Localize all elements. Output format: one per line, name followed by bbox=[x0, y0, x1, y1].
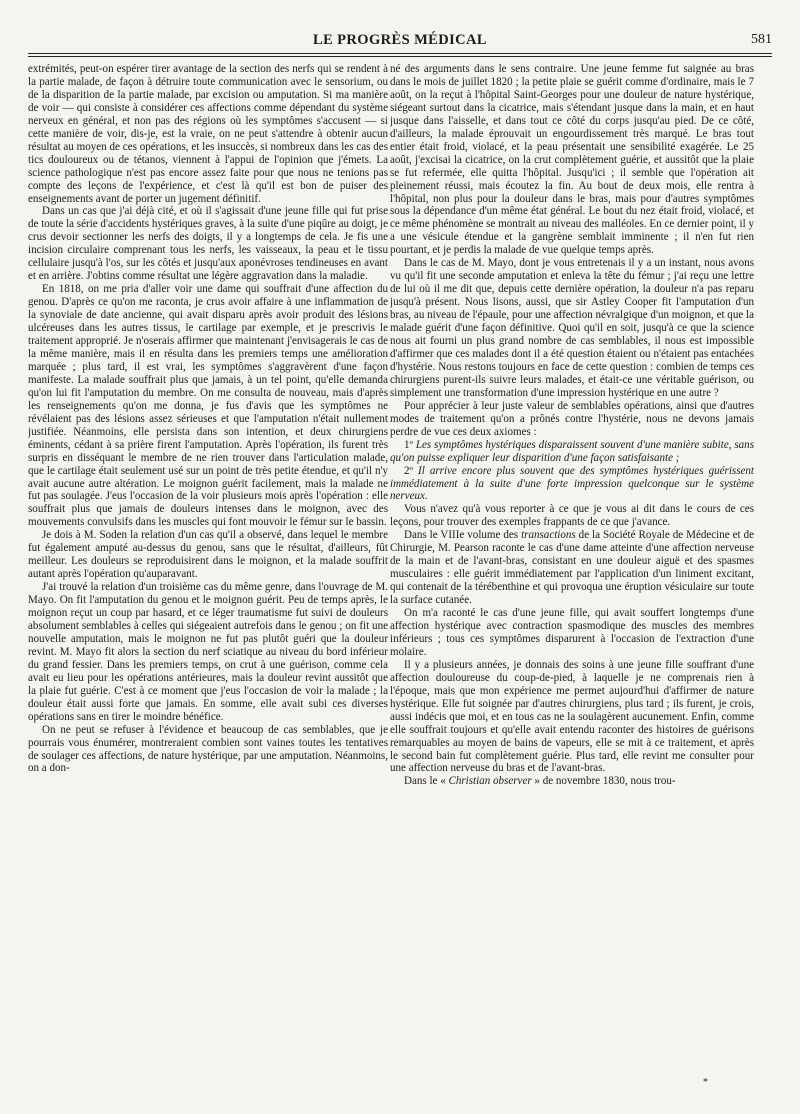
axiom-number: 1º bbox=[404, 438, 416, 451]
axiom-1 bbox=[390, 439, 754, 465]
running-header bbox=[28, 28, 772, 54]
paragraph bbox=[390, 529, 754, 607]
axiom-text: Il arrive encore plus souvent que des symptômes hystériques guérissent immédiatement à la suite d'une forte impression quelconque sur le système nerveux. bbox=[390, 464, 754, 503]
footnote-mark: * bbox=[703, 1077, 708, 1088]
paragraph: On m'a raconté le cas d'une jeune fille, qui avait souffert longtemps d'une affection hystérique avec contraction spasmodique des muscles des membres inférieurs ; tous ces symptômes disparurent à l'occasion de l'extraction d'une molaire. bbox=[390, 607, 754, 658]
axiom-2 bbox=[390, 465, 754, 504]
italic-run: transactions bbox=[521, 529, 576, 542]
text-run: » de novembre 1830, nous trou- bbox=[531, 775, 676, 788]
paragraph: Il y a plusieurs années, je donnais des soins à une jeune fille souffrant d'une affection douloureuse du coup-de-pied, à laquelle je ne comprenais rien à l'époque, mais que mon expérience me permet aujourd'hui d'affirmer de nature hystérique. Elle fut soignée par d'autres chirurgiens, plus tard ; ils furent, je crois, aussi indécis que moi, et en tous cas ne la soulagèrent aucunement. Enfin, comme elle souffrait toujours et qu'elle avait entendu raconter des histoires de guérisons remarquables au moyen de bains de vapeurs, elle se mit à ce traitement, et après le second bain fut complètement guérie. Plus tard, elle revint me consulter pour une affection nerveuse du bras et de l'avant-bras. bbox=[390, 658, 754, 775]
axiom-text: Les symptômes hystériques disparaissent souvent d'une manière subite, sans qu'on puisse expliquer leur disparition d'une façon satisfaisante ; bbox=[390, 438, 754, 464]
header-rule bbox=[28, 53, 772, 57]
paragraph: J'ai trouvé la relation d'un troisième cas du même genre, dans l'ouvrage de M. Mayo. On fit l'amputation du genou et le moignon guérit. Peu de temps après, le moignon reçut un coup par hasard, et ce léger traumatisme fut suivi de douleurs absolument semblables à celles qui siégeaient autrefois dans le genou ; on fit une nouvelle amputation, mais le moignon ne fut pas plutôt guéri que la douleur revint. M. Mayo fit alors la section du nerf sciatique au niveau du bord inférieur du grand fessier. Dans les premiers temps, on crut à une guérison, comme cela avait eu lieu pour les opérations antérieures, mais la douleur revint aussitôt que la plaie fut guérie. C'est à ce moment que j'eus l'occasion de voir la malade ; la douleur était aussi forte que jamais. En somme, elle avait subi ces diverses opérations sans en tirer le moindre bénéfice. bbox=[28, 581, 388, 723]
paragraph: né des arguments dans le sens contraire. Une jeune femme fut saignée au bras dans le mois de juillet 1820 ; la petite plaie se guérit comme d'ordinaire, mais le 7 août, on la reçut à l'hôpital Saint-Georges pour une douleur de nature hystérique, siégeant surtout dans la cicatrice, mais s'étendant jusque dans la main, et en haut jusque dans l'aisselle, et dans tout ce côté du corps jusqu'au pied. De ce côté, d'ailleurs, la malade éprouvait un engourdissement très marqué. Le bras tout entier était froid, violacé, et la peau présentait une sensibilité exagérée. Le 25 août, j'excisai la cicatrice, on la crut complètement guérie, et aussitôt que la plaie se fut refermée, elle quitta l'hôpital. Jusqu'ici ; il semble que l'opération ait pleinement réussi, mais écoutez la fin. Au bout de deux mois, elle rentra à l'hôpital, non plus pour la douleur dans le bras, mais pour d'autres symptômes sous la dépendance d'un même état général. Le bout du nez était froid, violacé, et ce même phénomène se montrait au niveau des malléoles. En ce dernier point, il y a une vésicule étendue et la gangrène semblait imminente ; il n'en fut rien pourtant, et je perdis la malade de vue quelque temps après. bbox=[390, 63, 754, 257]
italic-run: Christian observer bbox=[448, 775, 532, 788]
journal-title: LE PROGRÈS MÉDICAL bbox=[313, 32, 487, 48]
paragraph: Pour apprécier à leur juste valeur de semblables opérations, ainsi que d'autres modes de traitement qu'on a prônés contre l'hystérie, nous ne devons jamais perdre de vue ces deux axiomes : bbox=[390, 399, 754, 438]
paragraph: Je dois à M. Soden la relation d'un cas qu'il a observé, dans lequel le membre fut également amputé au-dessus du genou, sans que le résultat, d'ailleurs, fût meilleur. Les douleurs se reproduisirent dans le moignon, et la malade souffrit autant après l'opération qu'auparavant. bbox=[28, 529, 388, 581]
right-column bbox=[390, 63, 754, 1103]
text-run: de la Société Royale de Médecine et de Chirurgie, M. Pearson raconte le cas d'une dame atteinte d'une affection nerveuse de la main et de l'avant-bras, consistant en une douleur aiguë et des spasmes musculaires : elle guérit immédiatement par l'application d'un liniment excitant, qui contenait de la térébenthine et qui provoqua une éruption vésiculaire sur toute la surface cutanée. bbox=[390, 529, 754, 607]
text-run: Dans le « bbox=[404, 775, 449, 788]
left-column bbox=[28, 63, 388, 1103]
paragraph: Dans le cas de M. Mayo, dont je vous entretenais il y a un instant, nous avons vu qu'il fit une seconde amputation et enleva la tête du fémur ; j'ai reçu une lettre de lui où il me dit que, depuis cette dernière opération, la douleur n'a pas reparu jusqu'à présent. Nous lisons, aussi, que sir Astley Cooper fit l'amputation d'un bras, au niveau de l'épaule, pour une affection névralgique d'un moignon, et que la malade guérit d'une façon définitive. Quoi qu'il en soit, jusqu'à ce que la science nous ait fourni un plus grand nombre de cas semblables, il nous est impossible d'affirmer que ces malades dont il a été question étaient ou n'étaient pas entachées d'hystérie. Nous restons toujours en face de cette question : combien de temps ces chirurgiens purent-ils suivre leurs malades, et était-ce une véritable guérison, ou simplement une transformation d'une impression hystérique en une autre ? bbox=[390, 257, 754, 399]
page-number: 581 bbox=[751, 32, 772, 47]
text-run: Dans le VIIIe volume des bbox=[404, 529, 522, 542]
paragraph: On ne peut se refuser à l'évidence et beaucoup de cas semblables, que je pourrais vous énumérer, montreraient combien sont vaines toutes les tentatives de soulager ces affections, de nature hystérique, par une amputation. Néanmoins, on a don- bbox=[28, 723, 388, 775]
paragraph: Vous n'avez qu'à vous reporter à ce que je vous ai dit dans le cours de ces leçons, pour trouver des exemples frappants de ce que j'avance. bbox=[390, 503, 754, 529]
paragraph bbox=[390, 775, 754, 788]
axiom-number: 2º bbox=[404, 464, 419, 477]
paragraph: extrémités, peut-on espérer tirer avantage de la section des nerfs qui se rendent à la partie malade, de façon à détruire toute communication avec le sensorium, ou de la disparition de la partie malade, par excision ou amputation. Si ma manière de voir — qui consiste à considérer ces affections comme dépendant du système nerveux en général, et non pas des régions où les symptômes s'accusent — si cette manière de voir, dis-je, est la vraie, on ne peut s'attendre à obtenir aucun résultat au moyen de ces opérations, et les insuccès, si nombreux dans les cas des tics douloureux ou de tétanos, viennent à l'appui de l'opinion que j'émets. La science pathologique n'est pas encore assez faite pour que nous ne tenions pas compte des leçons de l'expérience, et c'est là qu'il est bon de puiser des enseignements avant de porter un jugement définitif. bbox=[28, 63, 388, 205]
paragraph: Dans un cas que j'ai déjà cité, et où il s'agissait d'une jeune fille qui fut prise de toute la série d'accidents hystériques graves, à la suite d'une piqûre au doigt, je crus devoir sectionner les nerfs des doigts, il y a longtemps de cela. Je fis une incision circulaire comprenant tous les nerfs, les vaisseaux, la peau et le tissu cellulaire jusqu'à l'os, sur les côtés et jusqu'aux aponévroses tendineuses en avant et en arrière. J'obtins comme résultat une légère aggravation dans la maladie. bbox=[28, 205, 388, 283]
paragraph: En 1818, on me pria d'aller voir une dame qui souffrait d'une affection du genou. D'après ce qu'on me raconta, je crus avoir affaire à une inflammation de la synoviale de date ancienne, qui avait disparu après avoir produit des lésions ulcéreuses dans les autres tissus, le cartilage par exemple, et je prescrivis le traitement approprié. Je n'oserais affirmer que maintenant j'envisagerais le cas de la même manière, mais il en résulta dans les premiers temps une amélioration marquée ; plus tard, il est vrai, les symptômes s'aggravèrent d'une façon manifeste. La malade souffrait plus que jamais, à un tel point, qu'elle demanda qu'on lui fit l'amputation du membre. On me consulta de nouveau, mais d'après les renseignements qu'on me donna, je fus d'avis que les symptômes ne révélaient pas des lésions assez sérieuses et que l'amputation n'était nullement justifiée. Néanmoins, elle persista dans son intention, et deux chirurgiens éminents, cédant à sa prière firent l'amputation. Après l'opération, ils furent très surpris en disséquant le membre de ne rien trouver dans l'articulation malade, que le cartilage était seulement usé sur un point de très petite étendue, et qu'il n'y avait aucune autre altération. Le moignon guérit facilement, mais la malade ne fut pas soulagée. J'eus l'occasion de la voir plusieurs mois après l'opération : elle souffrait plus que jamais de douleurs intenses dans le moignon, avec des mouvements convulsifs dans les muscles qui font mouvoir le fémur sur le bassin. bbox=[28, 283, 388, 529]
